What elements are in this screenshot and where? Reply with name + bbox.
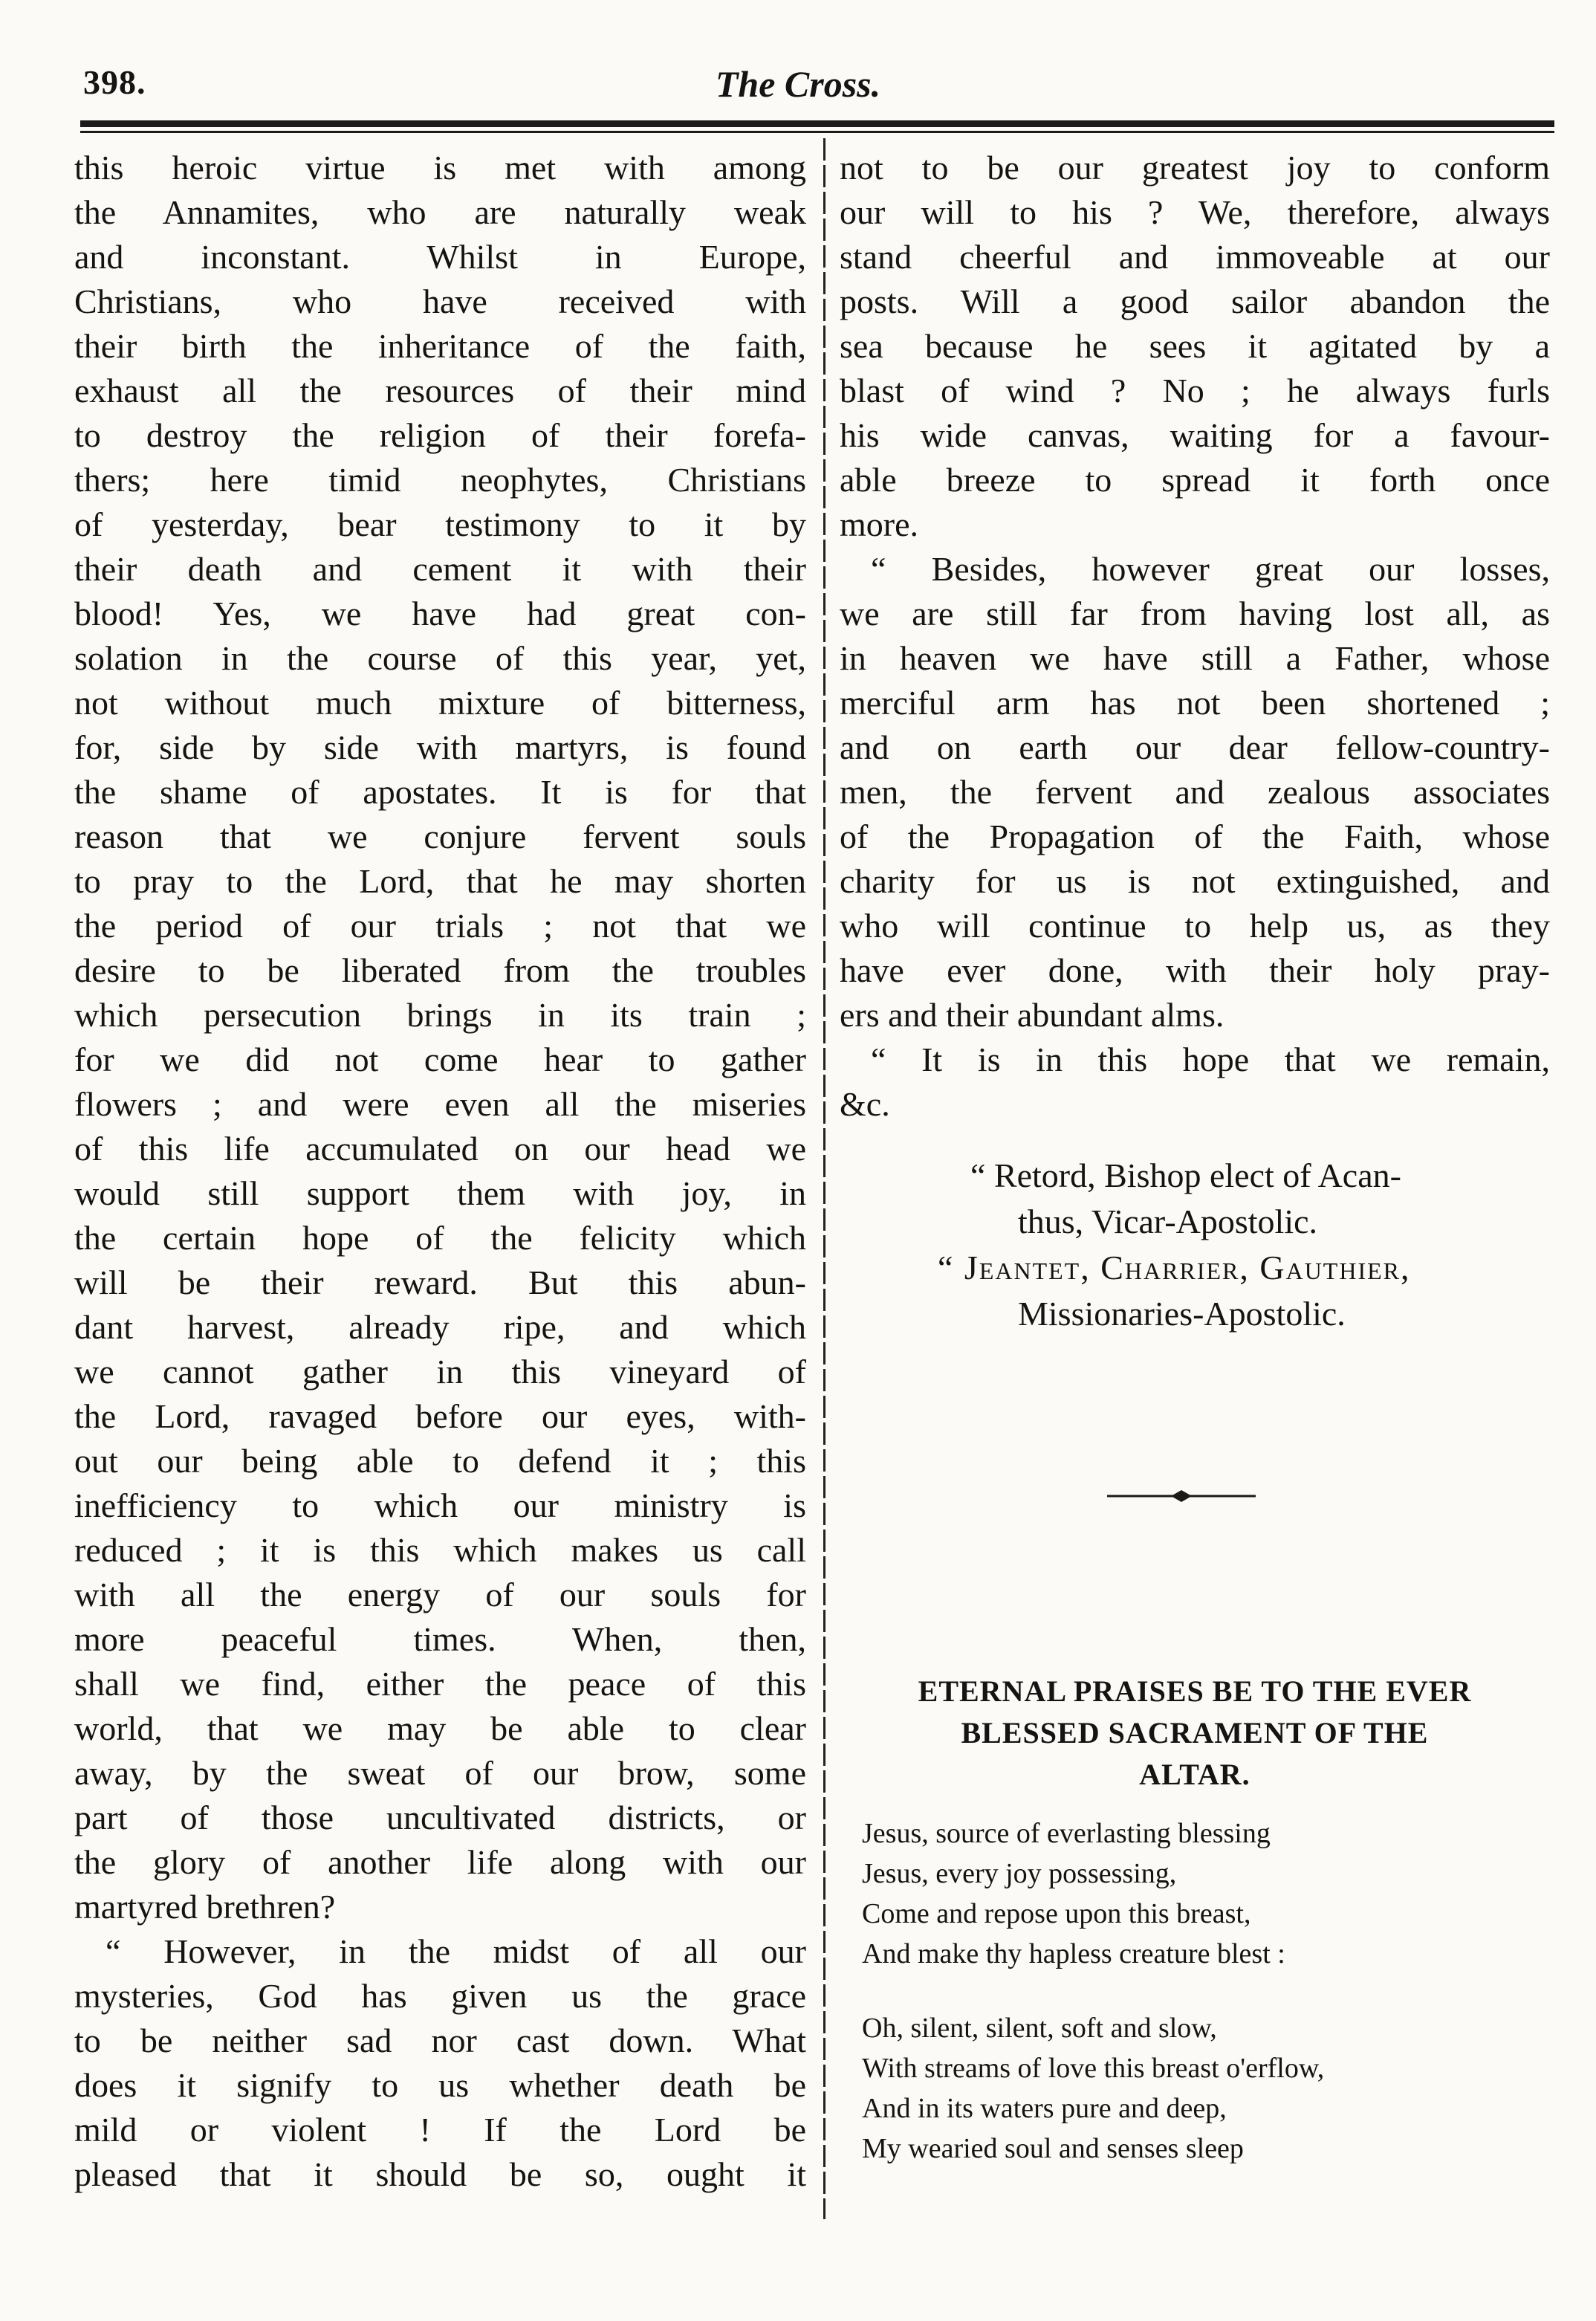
signature-bishop: “ Retord, Bishop elect of Acan- <box>970 1156 1401 1194</box>
header-rule-thin <box>80 131 1554 133</box>
text-line: mild or violent ! If the Lord be <box>74 2111 806 2149</box>
text-line: we are still far from having lost all, as <box>840 595 1550 632</box>
right-column <box>840 146 1550 1338</box>
text-line: will be their reward. But this abun- <box>74 1263 806 1301</box>
text-line: exhaust all the resources of their mind <box>74 372 806 410</box>
text-line: of yesterday, bear testimony to it by <box>74 505 806 543</box>
text-line: which persecution brings in its train ; <box>74 996 806 1034</box>
hymn-title-line: BLESSED SACRAMENT OF THE <box>961 1716 1429 1749</box>
verse-line: Oh, silent, silent, soft and slow, <box>862 2013 1217 2044</box>
text-line: the Annamites, who are naturally weak <box>74 193 806 231</box>
text-line: Christians, who have received with <box>74 282 806 320</box>
text-line: their death and cement it with their <box>74 550 806 588</box>
column-divider <box>823 138 825 2219</box>
hymn-title <box>838 1671 1551 1796</box>
text-line: the certain hope of the felicity which <box>74 1219 806 1257</box>
text-line: to destroy the religion of their forefa- <box>74 416 806 454</box>
text-line: we cannot gather in this vineyard of <box>74 1353 806 1391</box>
text-line: &c. <box>840 1085 890 1123</box>
signature-missionaries-title: Missionaries-Apostolic. <box>1018 1295 1346 1333</box>
verse-line: And make thy hapless creature blest : <box>862 1938 1285 1969</box>
text-line: out our being able to defend it ; this <box>74 1442 806 1480</box>
text-line: stand cheerful and immoveable at our <box>840 238 1550 276</box>
text-line: with all the energy of our souls for <box>74 1576 806 1613</box>
text-line: “ It is in this hope that we remain, <box>871 1040 1550 1078</box>
text-line: men, the fervent and zealous associates <box>840 773 1550 811</box>
text-line: “ Besides, however great our losses, <box>871 550 1550 588</box>
text-line: to pray to the Lord, that he may shorten <box>74 862 806 900</box>
text-line: world, that we may be able to clear <box>74 1709 806 1747</box>
hymn-stanza <box>862 1813 1538 1974</box>
running-title: The Cross. <box>715 63 881 105</box>
text-line: merciful arm has not been shortened ; <box>840 684 1550 722</box>
text-line: would still support them with joy, in <box>74 1174 806 1212</box>
text-line: the Lord, ravaged before our eyes, with- <box>74 1397 806 1435</box>
hymn-title-line: ALTAR. <box>1139 1758 1250 1791</box>
text-line: have ever done, with their holy pray- <box>840 951 1550 989</box>
text-line: the period of our trials ; not that we <box>74 907 806 945</box>
text-line: of this life accumulated on our head we <box>74 1130 806 1168</box>
text-line: “ However, in the midst of all our <box>106 1932 806 1970</box>
text-line: more peaceful times. When, then, <box>74 1620 806 1658</box>
signature-block <box>840 1153 1550 1338</box>
text-line: not without much mixture of bitterness, <box>74 684 806 722</box>
text-line: their birth the inheritance of the faith, <box>74 327 806 365</box>
text-line: flowers ; and were even all the miseries <box>74 1085 806 1123</box>
text-line: blast of wind ? No ; he always furls <box>840 372 1550 410</box>
text-line: reason that we conjure fervent souls <box>74 818 806 855</box>
verse-line: Jesus, every joy possessing, <box>862 1858 1177 1889</box>
text-line: the shame of apostates. It is for that <box>74 773 806 811</box>
text-line: blood! Yes, we have had great con- <box>74 595 806 632</box>
text-line: mysteries, God has given us the grace <box>74 1977 806 2015</box>
verse-line: Come and repose upon this breast, <box>862 1898 1251 1929</box>
text-line: dant harvest, already ripe, and which <box>74 1308 806 1346</box>
text-line: solation in the course of this year, yet, <box>74 639 806 677</box>
text-line: the glory of another life along with our <box>74 1843 806 1881</box>
text-line: able breeze to spread it forth once <box>840 461 1550 499</box>
text-line: not to be our greatest joy to conform <box>840 149 1550 187</box>
text-line: martyred brethren? <box>74 1888 336 1926</box>
text-line: away, by the sweat of our brow, some <box>74 1754 806 1792</box>
text-line: this heroic virtue is met with among <box>74 149 806 187</box>
ornament-divider <box>1107 1488 1256 1504</box>
text-line: and inconstant. Whilst in Europe, <box>74 238 806 276</box>
text-line: desire to be liberated from the troubles <box>74 951 806 989</box>
text-line: sea because he sees it agitated by a <box>840 327 1550 365</box>
hymn-title-line: ETERNAL PRAISES BE TO THE EVER <box>918 1674 1472 1708</box>
signature-bishop-title: thus, Vicar-Apostolic. <box>1018 1202 1318 1240</box>
page-number: 398. <box>83 63 146 101</box>
left-column <box>74 146 806 2197</box>
text-line: his wide canvas, waiting for a favour- <box>840 416 1550 454</box>
verse-line: And in its waters pure and deep, <box>862 2093 1227 2124</box>
signature-missionaries: “ Jeantet, Charrier, Gauthier, <box>938 1249 1411 1286</box>
text-line: to be neither sad nor cast down. What <box>74 2021 806 2059</box>
verse-line: My wearied soul and senses sleep <box>862 2133 1244 2164</box>
text-line: in heaven we have still a Father, whose <box>840 639 1550 677</box>
hymn-stanza <box>862 2008 1538 2169</box>
text-line: more. <box>840 505 919 543</box>
text-line: who will continue to help us, as they <box>840 907 1550 945</box>
text-line: reduced ; it is this which makes us call <box>74 1531 806 1569</box>
text-line: shall we find, either the peace of this <box>74 1665 806 1703</box>
text-line: does it signify to us whether death be <box>74 2066 806 2104</box>
text-line: for, side by side with martyrs, is found <box>74 728 806 766</box>
text-line: our will to his ? We, therefore, always <box>840 193 1550 231</box>
text-line: posts. Will a good sailor abandon the <box>840 282 1550 320</box>
verse-line: Jesus, source of everlasting blessing <box>862 1818 1271 1849</box>
text-line: for we did not come hear to gather <box>74 1040 806 1078</box>
text-line: ers and their abundant alms. <box>840 996 1224 1034</box>
verse-line: With streams of love this breast o'erflow, <box>862 2053 1325 2084</box>
text-line: charity for us is not extinguished, and <box>840 862 1550 900</box>
text-line: inefficiency to which our ministry is <box>74 1486 806 1524</box>
text-line: part of those uncultivated districts, or <box>74 1799 806 1836</box>
header-rule-thick <box>80 120 1554 127</box>
text-line: and on earth our dear fellow-country- <box>840 728 1550 766</box>
text-line: thers; here timid neophytes, Christians <box>74 461 806 499</box>
text-line: pleased that it should be so, ought it <box>74 2155 806 2193</box>
text-line: of the Propagation of the Faith, whose <box>840 818 1550 855</box>
